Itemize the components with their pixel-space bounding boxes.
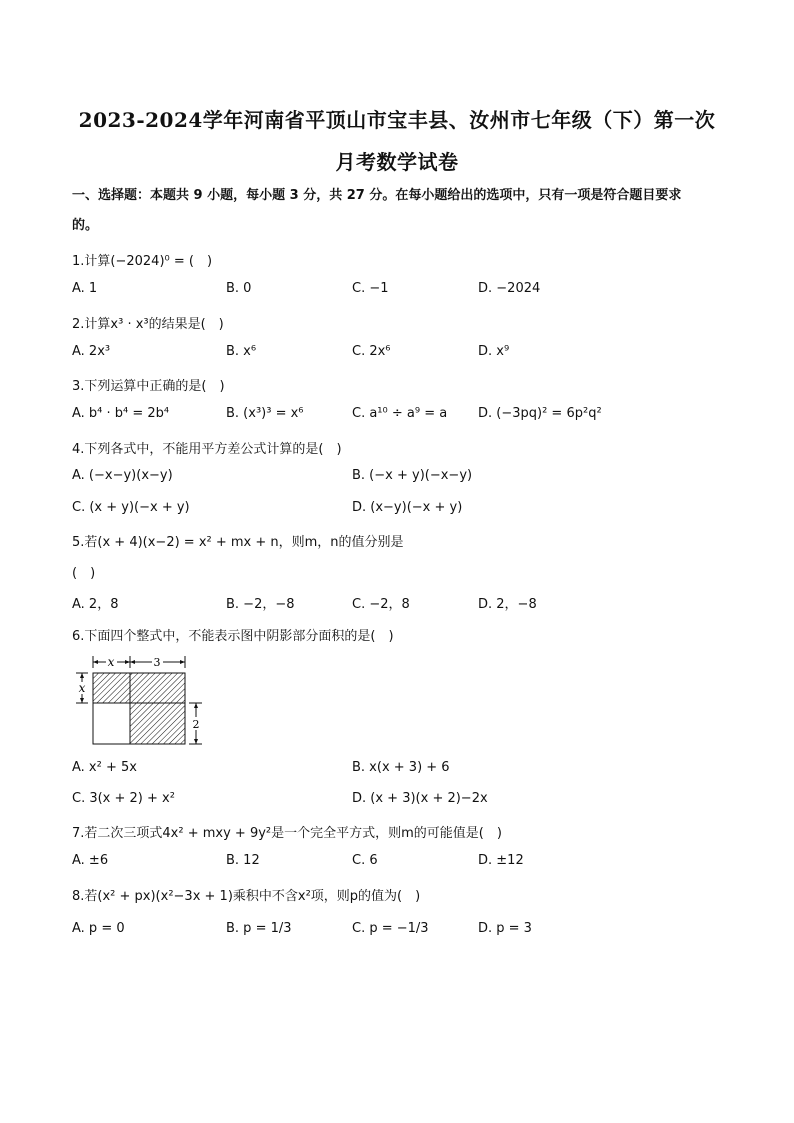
question-5-stem: 5.若(x + 4)(x−2) = x² + mx + n，则m，n的值分别是 (72, 535, 404, 550)
question-6-stem: 6.下面四个整式中，不能表示图中阴影部分面积的是( ) (72, 629, 394, 644)
q3-option-b: B. (x³)³ = x⁶ (226, 406, 304, 421)
exam-title-line1: 2023-2024学年河南省平顶山市宝丰县、汝州市七年级（下）第一次 (78, 108, 716, 132)
figure-svg (72, 654, 222, 750)
question-7-stem: 7.若二次三项式4x² + mxy + 9y²是一个完全平方式，则m的可能值是( ) (72, 826, 502, 841)
q5-option-c: C. −2，8 (352, 597, 410, 612)
q4-option-c: C. (x + y)(−x + y) (72, 500, 190, 515)
question-8-stem: 8.若(x² + px)(x²−3x + 1)乘积中不含x²项，则p的值为( ) (72, 889, 421, 904)
q7-option-d: D. ±12 (478, 853, 524, 868)
q3-option-c: C. a¹⁰ ÷ a⁹ = a (352, 406, 448, 421)
shaded-region-bottom-right (130, 703, 185, 744)
q3-option-d: D. (−3pq)² = 6p²q² (478, 406, 602, 421)
shaded-area-figure (72, 654, 222, 754)
q4-option-b: B. (−x + y)(−x−y) (352, 468, 473, 483)
q8-option-d: D. p = 3 (478, 921, 532, 936)
label-2: 2 (192, 718, 200, 731)
q4-option-a: A. (−x−y)(x−y) (72, 468, 173, 483)
question-1-stem: 1.计算(−2024)⁰ = ( ) (72, 254, 213, 269)
question-4-stem: 4.下列各式中，不能用平方差公式计算的是( ) (72, 442, 342, 457)
q6-option-c: C. 3(x + 2) + x² (72, 791, 175, 806)
q2-option-c: C. 2x⁶ (352, 344, 391, 359)
exam-title-line2: 月考数学试卷 (335, 150, 459, 174)
q4-option-d: D. (x−y)(−x + y) (352, 500, 463, 515)
q6-option-d: D. (x + 3)(x + 2)−2x (352, 791, 488, 806)
section-heading-line2: 的。 (72, 218, 99, 233)
q8-option-a: A. p = 0 (72, 921, 125, 936)
q1-option-c: C. −1 (352, 281, 389, 296)
q7-option-b: B. 12 (226, 853, 260, 868)
label-x-top: x (107, 655, 115, 669)
q2-option-d: D. x⁹ (478, 344, 510, 359)
q8-option-b: B. p = 1/3 (226, 921, 292, 936)
q5-option-a: A. 2，8 (72, 597, 119, 612)
q7-option-a: A. ±6 (72, 853, 109, 868)
section-heading (72, 181, 722, 241)
section-heading-line1: 一、选择题：本题共 9 小题，每小题 3 分，共 27 分。在每小题给出的选项中，只有一项是符合题目要求 (72, 188, 682, 203)
q3-option-a: A. b⁴ · b⁴ = 2b⁴ (72, 406, 170, 421)
q1-option-b: B. 0 (226, 281, 252, 296)
question-5-stem-cont: ( ) (72, 566, 96, 581)
shaded-region-top-right (130, 673, 185, 703)
question-2-stem: 2.计算x³ · x³的结果是( ) (72, 317, 224, 332)
q1-option-a: A. 1 (72, 281, 98, 296)
question-3-stem: 3.下列运算中正确的是( ) (72, 379, 225, 394)
q5-option-b: B. −2，−8 (226, 597, 295, 612)
q2-option-a: A. 2x³ (72, 344, 111, 359)
q2-option-b: B. x⁶ (226, 344, 257, 359)
q6-option-a: A. x² + 5x (72, 760, 137, 775)
label-x-left: x (78, 681, 86, 695)
q5-option-d: D. 2，−8 (478, 597, 537, 612)
q6-option-b: B. x(x + 3) + 6 (352, 760, 450, 775)
q1-option-d: D. −2024 (478, 281, 541, 296)
q7-option-c: C. 6 (352, 853, 378, 868)
q8-option-c: C. p = −1/3 (352, 921, 429, 936)
label-3: 3 (153, 656, 161, 669)
shaded-region-top-left (93, 673, 130, 703)
